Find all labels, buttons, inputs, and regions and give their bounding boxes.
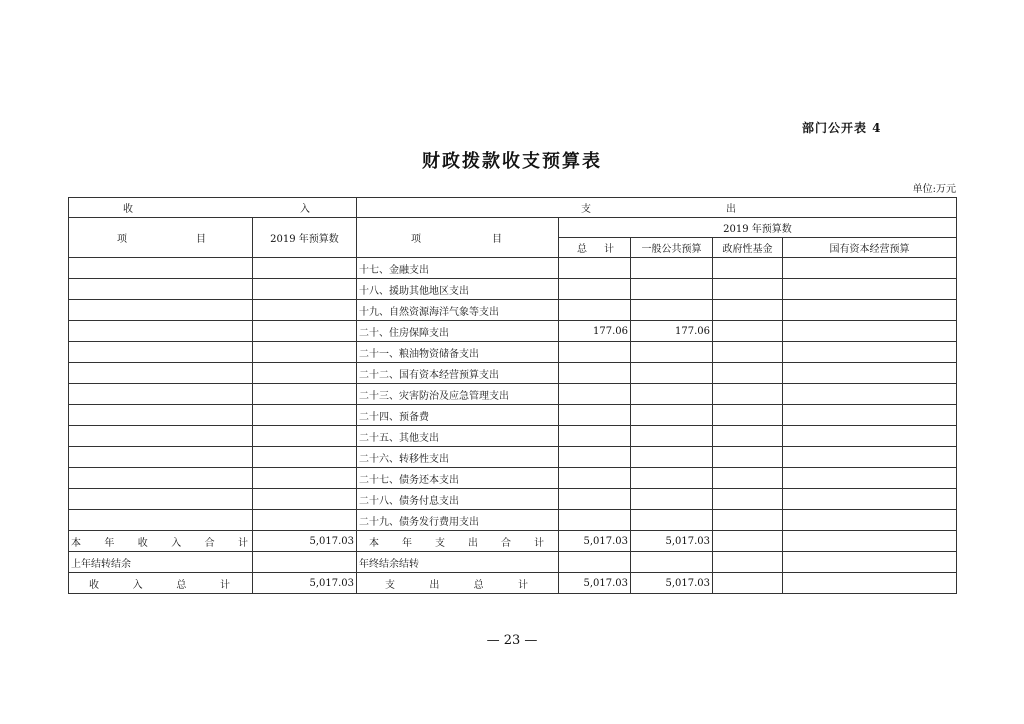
expense-item-label: 二十九、债务发行费用支出 [357, 510, 559, 531]
income-value-cell [253, 510, 357, 531]
expense-item-label: 二十二、国有资本经营预算支出 [357, 363, 559, 384]
income-total-label-text: 本年收入合计 [71, 537, 248, 549]
income-value-cell [253, 279, 357, 300]
expense-general-value: 5,017.03 [631, 531, 713, 552]
expense-total-value: 5,017.03 [559, 531, 631, 552]
expense-general-cell [631, 468, 713, 489]
carryover-in-value [253, 552, 357, 573]
expense-fund-value [713, 531, 783, 552]
expense-grand-capital [783, 573, 957, 594]
expense-general-cell [631, 279, 713, 300]
expense-capital-cell [783, 342, 957, 363]
expense-item-label: 二十、住房保障支出 [357, 321, 559, 342]
income-item-cell [69, 405, 253, 426]
table-row [69, 363, 957, 384]
expense-grand-label [357, 573, 559, 594]
income-value-cell [253, 321, 357, 342]
expense-total-cell [559, 447, 631, 468]
expense-capital-cell [783, 279, 957, 300]
income-item-cell [69, 321, 253, 342]
expense-capital-cell [783, 468, 957, 489]
income-value-cell [253, 342, 357, 363]
table-row [69, 447, 957, 468]
expense-total-cell [559, 510, 631, 531]
income-value-cell [253, 426, 357, 447]
income-item-cell [69, 258, 253, 279]
expense-total-cell [559, 279, 631, 300]
expense-total-cell [559, 489, 631, 510]
expense-header-label: 支出 [581, 204, 736, 215]
table-row [69, 489, 957, 510]
table-row [69, 258, 957, 279]
income-item-cell [69, 384, 253, 405]
table-row [69, 510, 957, 531]
income-value-cell [253, 384, 357, 405]
budget-table [68, 197, 957, 594]
page-number: — 23 — [486, 633, 538, 648]
expense-capital-cell [783, 489, 957, 510]
expense-general-cell [631, 405, 713, 426]
expense-capital-cell [783, 405, 957, 426]
expense-capital-cell [783, 384, 957, 405]
expense-general-cell [631, 342, 713, 363]
expense-total-cell [559, 468, 631, 489]
carryover-out-total [559, 552, 631, 573]
table-row [69, 321, 957, 342]
income-item-cell [69, 363, 253, 384]
carryover-out-label: 年终结余结转 [357, 552, 559, 573]
unit-label: 单位:万元 [912, 184, 956, 195]
table-row [69, 405, 957, 426]
table-row [69, 426, 957, 447]
expense-general-cell: 177.06 [631, 321, 713, 342]
income-value-cell [253, 468, 357, 489]
expense-general-cell [631, 300, 713, 321]
expense-total-cell [559, 426, 631, 447]
income-value-cell [253, 489, 357, 510]
expense-item-label: 十八、援助其他地区支出 [357, 279, 559, 300]
expense-total-cell [559, 300, 631, 321]
expense-item-label: 二十五、其他支出 [357, 426, 559, 447]
summary-row-grand [69, 573, 957, 594]
expense-capital-cell [783, 300, 957, 321]
expense-item-label: 二十六、转移性支出 [357, 447, 559, 468]
income-item-header [69, 218, 253, 258]
income-item-cell [69, 279, 253, 300]
expense-fund-cell [713, 384, 783, 405]
expense-capital-cell [783, 510, 957, 531]
expense-item-label: 十九、自然资源海洋气象等支出 [357, 300, 559, 321]
page-title: 财政拨款收支预算表 [422, 151, 602, 172]
expense-fund-cell [713, 468, 783, 489]
expense-fund-cell [713, 510, 783, 531]
expense-item-header-label: 项目 [411, 234, 502, 245]
expense-total-cell [559, 342, 631, 363]
income-header-label: 收入 [123, 204, 310, 215]
expense-item-label: 二十三、灾害防治及应急管理支出 [357, 384, 559, 405]
income-item-cell [69, 342, 253, 363]
expense-fund-cell [713, 342, 783, 363]
expense-total-cell [559, 405, 631, 426]
expense-item-label: 二十四、预备费 [357, 405, 559, 426]
expense-budget-header: 2019 年预算数 [559, 218, 957, 238]
expense-item-label: 十七、金融支出 [357, 258, 559, 279]
expense-fund-cell [713, 363, 783, 384]
expense-general-cell [631, 363, 713, 384]
income-item-cell [69, 300, 253, 321]
carryover-in-label: 上年结转结余 [69, 552, 253, 573]
expense-total-cell [559, 258, 631, 279]
income-grand-label [69, 573, 253, 594]
total-header [559, 238, 631, 258]
expense-fund-cell [713, 279, 783, 300]
expense-capital-cell [783, 363, 957, 384]
expense-fund-cell [713, 405, 783, 426]
expense-header [357, 198, 957, 218]
table-row [69, 342, 957, 363]
expense-fund-cell [713, 300, 783, 321]
income-budget-header: 2019 年预算数 [253, 218, 357, 258]
expense-general-cell [631, 258, 713, 279]
expense-fund-cell [713, 258, 783, 279]
expense-general-cell [631, 447, 713, 468]
expense-general-cell [631, 426, 713, 447]
expense-general-cell [631, 384, 713, 405]
carryover-out-fund [713, 552, 783, 573]
expense-capital-cell [783, 258, 957, 279]
carryover-out-general [631, 552, 713, 573]
expense-grand-label-text: 支出总计 [385, 579, 528, 591]
income-grand-label-text: 收入总计 [89, 579, 230, 591]
state-capital-header: 国有资本经营预算 [783, 238, 957, 258]
header-row-2 [69, 218, 957, 238]
expense-total-cell [559, 363, 631, 384]
expense-item-label: 二十七、债务还本支出 [357, 468, 559, 489]
expense-fund-cell [713, 426, 783, 447]
expense-total-label [357, 531, 559, 552]
gov-fund-header: 政府性基金 [713, 238, 783, 258]
income-item-cell [69, 426, 253, 447]
expense-total-cell: 177.06 [559, 321, 631, 342]
income-item-cell [69, 489, 253, 510]
income-value-cell [253, 405, 357, 426]
income-value-cell [253, 363, 357, 384]
expense-total-cell [559, 384, 631, 405]
income-item-cell [69, 447, 253, 468]
expense-fund-cell [713, 321, 783, 342]
table-row [69, 279, 957, 300]
expense-item-header [357, 218, 559, 258]
table-row [69, 468, 957, 489]
income-total-label [69, 531, 253, 552]
expense-capital-value [783, 531, 957, 552]
income-total-value: 5,017.03 [253, 531, 357, 552]
income-value-cell [253, 258, 357, 279]
income-value-cell [253, 300, 357, 321]
table-row [69, 384, 957, 405]
document-tag: 部门公开表 4 [802, 121, 882, 135]
income-grand-value: 5,017.03 [253, 573, 357, 594]
general-public-header: 一般公共预算 [631, 238, 713, 258]
expense-capital-cell [783, 321, 957, 342]
expense-grand-fund [713, 573, 783, 594]
income-value-cell [253, 447, 357, 468]
expense-grand-total: 5,017.03 [559, 573, 631, 594]
table-row [69, 300, 957, 321]
expense-item-label: 二十八、债务付息支出 [357, 489, 559, 510]
expense-capital-cell [783, 426, 957, 447]
expense-fund-cell [713, 447, 783, 468]
income-item-header-label: 项目 [117, 234, 206, 245]
expense-capital-cell [783, 447, 957, 468]
expense-fund-cell [713, 489, 783, 510]
income-item-cell [69, 468, 253, 489]
expense-total-label-text: 本年支出合计 [369, 537, 544, 549]
expense-grand-general: 5,017.03 [631, 573, 713, 594]
header-row-1 [69, 198, 957, 218]
carryover-out-capital [783, 552, 957, 573]
income-item-cell [69, 510, 253, 531]
expense-general-cell [631, 510, 713, 531]
expense-general-cell [631, 489, 713, 510]
total-header-label: 总计 [577, 244, 614, 255]
summary-row-carryover [69, 552, 957, 573]
expense-item-label: 二十一、粮油物资储备支出 [357, 342, 559, 363]
income-header [69, 198, 357, 218]
summary-row-current [69, 531, 957, 552]
